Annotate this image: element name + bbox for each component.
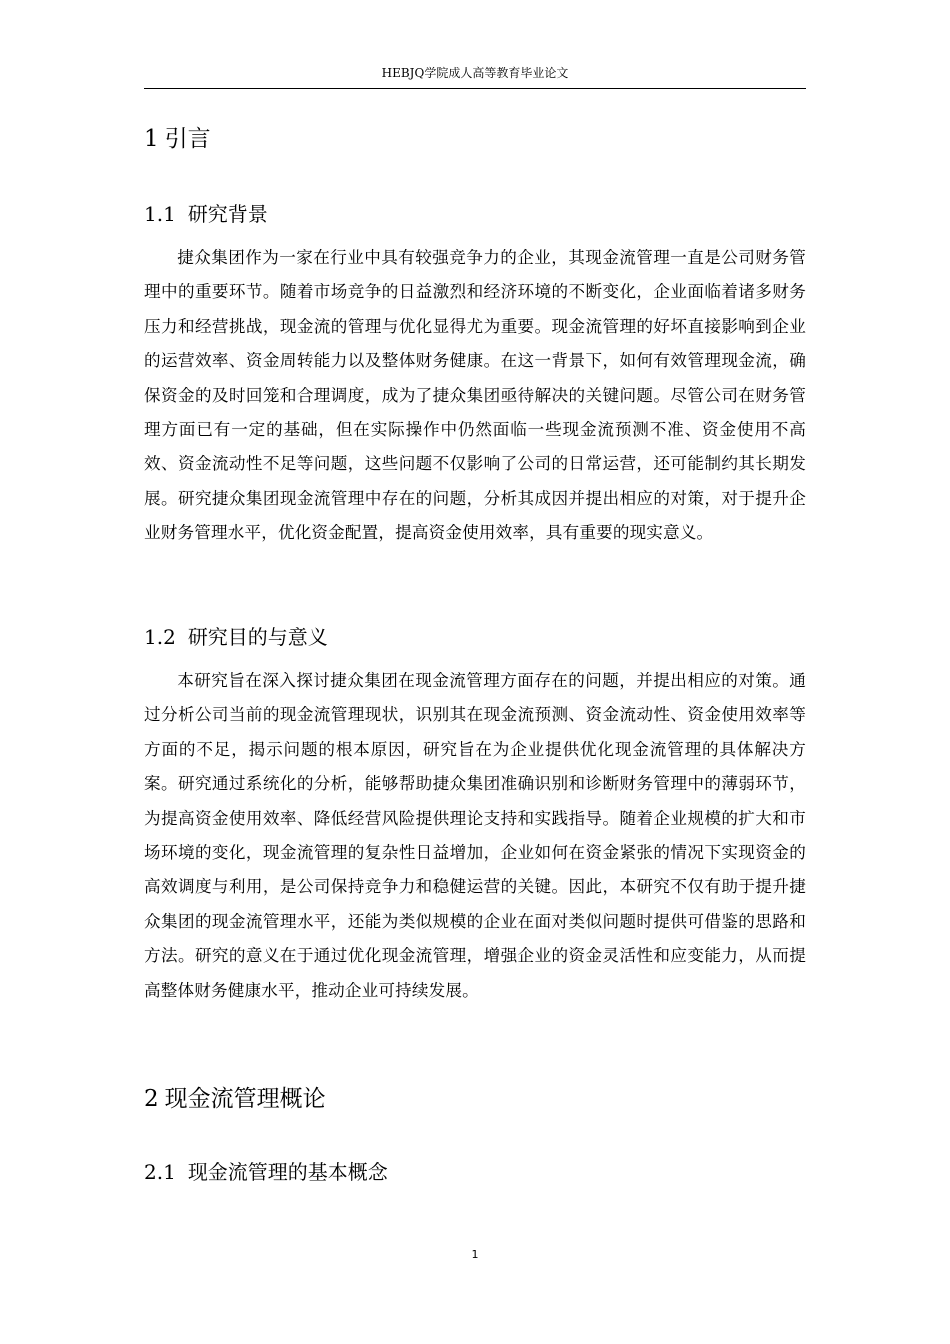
chapter-2-heading bbox=[144, 1084, 806, 1114]
section-number: 2.1 bbox=[144, 1160, 176, 1184]
paragraph-research-background: 捷众集团作为一家在行业中具有较强竞争力的企业，其现金流管理一直是公司财务管理中的重要环节。随着市场竞争的日益激烈和经济环境的不断变化，企业面临着诸多财务压力和经营挑战，现金流的管理与优化显得尤为重要。现金流管理的好坏直接影响到企业的运营效率、资金周转能力以及整体财务健康。在这一背景下，如何有效管理现金流，确保资金的及时回笼和合理调度，成为了捷众集团亟待解决的关键问题。尽管公司在财务管理方面已有一定的基础，但在实际操作中仍然面临一些现金流预测不准、资金使用不高效、资金流动性不足等问题，这些问题不仅影响了公司的日常运营，还可能制约其长期发展。研究捷众集团现金流管理中存在的问题，分析其成因并提出相应的对策，对于提升企业财务管理水平，优化资金配置，提高资金使用效率，具有重要的现实意义。 bbox=[144, 248, 806, 543]
section-title: 研究背景 bbox=[187, 202, 268, 226]
page-number: 1 bbox=[471, 1248, 479, 1261]
chapter-title: 引言 bbox=[164, 126, 211, 152]
chapter-title: 现金流管理概论 bbox=[164, 1086, 326, 1112]
chapter-1-heading bbox=[144, 124, 806, 154]
paragraph-research-purpose: 本研究旨在深入探讨捷众集团在现金流管理方面存在的问题，并提出相应的对策。通过分析公司当前的现金流管理现状，识别其在现金流预测、资金流动性、资金使用效率等方面的不足，揭示问题的根本原因，研究旨在为企业提供优化现金流管理的具体解决方案。研究通过系统化的分析，能够帮助捷众集团准确识别和诊断财务管理中的薄弱环节，为提高资金使用效率、降低经营风险提供理论支持和实践指导。随着企业规模的扩大和市场环境的变化，现金流管理的复杂性日益增加，企业如何在资金紧张的情况下实现资金的高效调度与利用，是公司保持竞争力和稳健运营的关键。因此，本研究不仅有助于提升捷众集团的现金流管理水平，还能为类似规模的企业在面对类似问题时提供可借鉴的思路和方法。研究的意义在于通过优化现金流管理，增强企业的资金灵活性和应变能力，从而提高整体财务健康水平，推动企业可持续发展。 bbox=[144, 671, 806, 1000]
section-1-2-heading bbox=[144, 623, 806, 651]
chapter-number: 2 bbox=[144, 1086, 159, 1112]
section-number: 1.1 bbox=[144, 202, 176, 226]
chapter-number: 1 bbox=[144, 126, 159, 152]
section-title: 现金流管理的基本概念 bbox=[187, 1160, 388, 1184]
running-header: HEBJQ学院成人高等教育毕业论文 bbox=[381, 66, 569, 80]
section-number: 1.2 bbox=[144, 625, 176, 649]
section-1-1-heading bbox=[144, 200, 806, 228]
section-title: 研究目的与意义 bbox=[187, 625, 328, 649]
header-rule bbox=[144, 88, 806, 89]
section-2-1-heading bbox=[144, 1158, 806, 1186]
